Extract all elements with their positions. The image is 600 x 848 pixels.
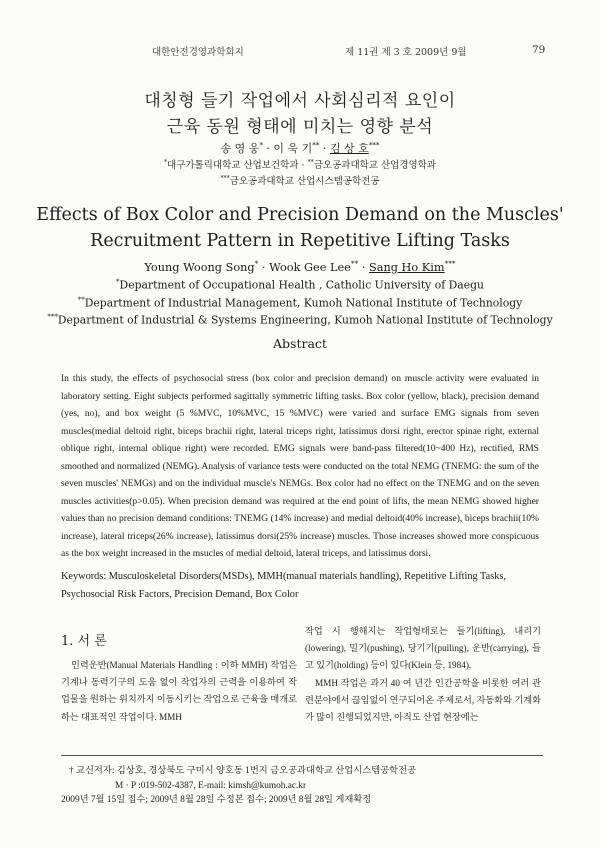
korean-affiliations-2 [0, 173, 600, 187]
submission-dates: 2009년 7월 15일 접수; 2009년 8월 28일 수정본 접수; 2009년 8월 28일 게재확정 [61, 795, 372, 805]
contact-info: M · P :019-502-4387, E-mail: kimsh@kumoh.ac.kr [115, 780, 307, 791]
english-title-line-1: Effects of Box Color and Precision Demand on the Muscles' [36, 205, 564, 225]
korean-title-line-1: 대칭형 들기 작업에서 사회심리적 요인이 [144, 91, 456, 111]
body-column-left [61, 657, 297, 726]
aff-mark: *** [47, 312, 58, 321]
keywords [61, 568, 539, 603]
separator: · [262, 142, 274, 155]
abstract-body: In this study, the effects of psychosocial stress (box color and precision demand) on muscle activity were evaluated in laboratory setting. Eight subjects performed sagittally symmetric lifting tasks. Box color (yellow, black), precision demand (yes, no), and box weight (5 %MVC, 10%MVC, 15 %MVC) were varied and surface EMG signals from seven muscles(medial deltoid right, biceps brachii right, lateral triceps right, latissimus dorsi right, erector spinae right, external oblique right, internal oblique right) were recorded. EMG signals were band-pass filtered(10~400 Hz), rectified, RMS smoothed and normalized (NEMG). Analysis of variance tests were conducted on the total NEMG (TNEMG: the sum of the seven muscles' NEMGs) and on the individual muscle's NEMGs. Box color had no effect on the TNEMG and on the seven muscles activities(p>0.05). When precision demand was required at the end point of lifts, the mean NEMG showed higher values than no precision demand conditions: TNEMG (14% increase) and medial deltoid(40% increase), biceps brachii(10% increase), lateral triceps(26% increase), latissimus dorsi(25% increase) muscles. Those increases showed more conspicuous as the box weight increased in the msucles of medial deltoid, lateral triceps, and latissimus dorsi. [61, 373, 539, 559]
aff-mark: ** [77, 295, 85, 304]
paragraph: 작업 시 행해지는 작업형태로는 들기(lifting), 내리기(lowering), 밀기(pushing), 당기기(pulling), 운반(carrying), 들고 있기(holding) 등이 있다(Klein 등, 1984). [305, 626, 541, 671]
english-author-1: Young Woong Song [144, 260, 255, 274]
english-title-line-2: Recruitment Pattern in Repetitive Lifting Tasks [90, 231, 510, 251]
author-mark: * [259, 140, 263, 150]
english-affiliation-3-line [0, 312, 600, 327]
corresponding-author: † 교신저자: 김상호, 경상북도 구미시 양호동 1번지 금오공과대학교 산업시스템공학전공 [69, 766, 417, 776]
separator: · [319, 142, 330, 155]
author-mark: ** [350, 259, 359, 268]
english-authors [0, 259, 600, 274]
aff-mark: *** [220, 174, 230, 182]
footnote-rule [61, 755, 543, 756]
keywords-text: Musculoskeletal Disorders(MSDs), MMH(manual materials handling), Repetitive Lifting Tasks, Psychosocial Risk Factors, Precision Demand, Box Color [61, 571, 506, 600]
korean-affiliations-1 [0, 157, 600, 171]
english-author-3: Sang Ho Kim [368, 260, 445, 274]
paragraph: MMH 작업은 과거 40 여 년간 인간공학을 비롯한 여러 관련분야에서 끊임없이 연구되어온 주제로서, 자동화와 기계화가 많이 진행되었지만, 아직도 산업 현장에는 [305, 677, 541, 723]
keywords-label: Keywords: [61, 571, 107, 582]
english-affiliation-2: Department of Industrial Management, Kumoh National Institute of Technology [84, 296, 523, 310]
korean-affiliation-3: 금오공과대학교 산업시스템공학전공 [229, 176, 380, 187]
korean-title-line-2: 근육 동원 형태에 미치는 영향 분석 [166, 117, 434, 137]
korean-author-3: 김 상 호 [329, 142, 369, 155]
english-affiliation-1-line [0, 277, 600, 292]
english-affiliation-3: Department of Industrial & Systems Engineering, Kumoh National Institute of Technology [57, 313, 553, 327]
korean-author-1: 송 영 웅 [220, 142, 260, 155]
korean-affiliation-1: 대구가톨릭대학교 산업보건학과 · [167, 160, 308, 171]
aff-mark: * [163, 158, 168, 166]
korean-author-2: 이 욱 기 [273, 142, 313, 155]
separator: · [358, 260, 369, 274]
author-mark: *** [444, 259, 456, 268]
author-mark: * [254, 259, 259, 268]
paragraph: 인력운반(Manual Materials Handling : 이하 MMH) 작업은 기계나 동력기구의 도움 없이 작업자의 근력을 이용하여 작업물을 원하는 위치까지 이동시키는 작업으로 근육을 매개로 하는 대표적인 작업이다. MMH [61, 660, 297, 722]
korean-authors [0, 140, 600, 156]
aff-mark: * [116, 277, 120, 286]
author-mark: ** [312, 140, 320, 150]
page-number: 79 [532, 44, 546, 56]
issue-info: 제 11권 제 3 호 2009년 9월 [345, 47, 467, 58]
section-heading: 1. 서 론 [61, 634, 107, 649]
korean-affiliation-2: 금오공과대학교 산업경영학과 [313, 160, 437, 171]
footnote [61, 764, 551, 808]
english-affiliation-2-line [0, 295, 600, 310]
separator: · [258, 260, 270, 274]
english-author-2: Wook Gee Lee [269, 260, 351, 274]
journal-name: 대한안전경영과학회지 [152, 47, 244, 58]
body-column-right [305, 623, 541, 726]
aff-mark: ** [307, 158, 314, 166]
english-affiliation-1: Department of Occupational Health , Catholic University of Daegu [119, 278, 484, 292]
abstract-heading: Abstract [273, 336, 327, 351]
author-mark: *** [368, 140, 380, 150]
